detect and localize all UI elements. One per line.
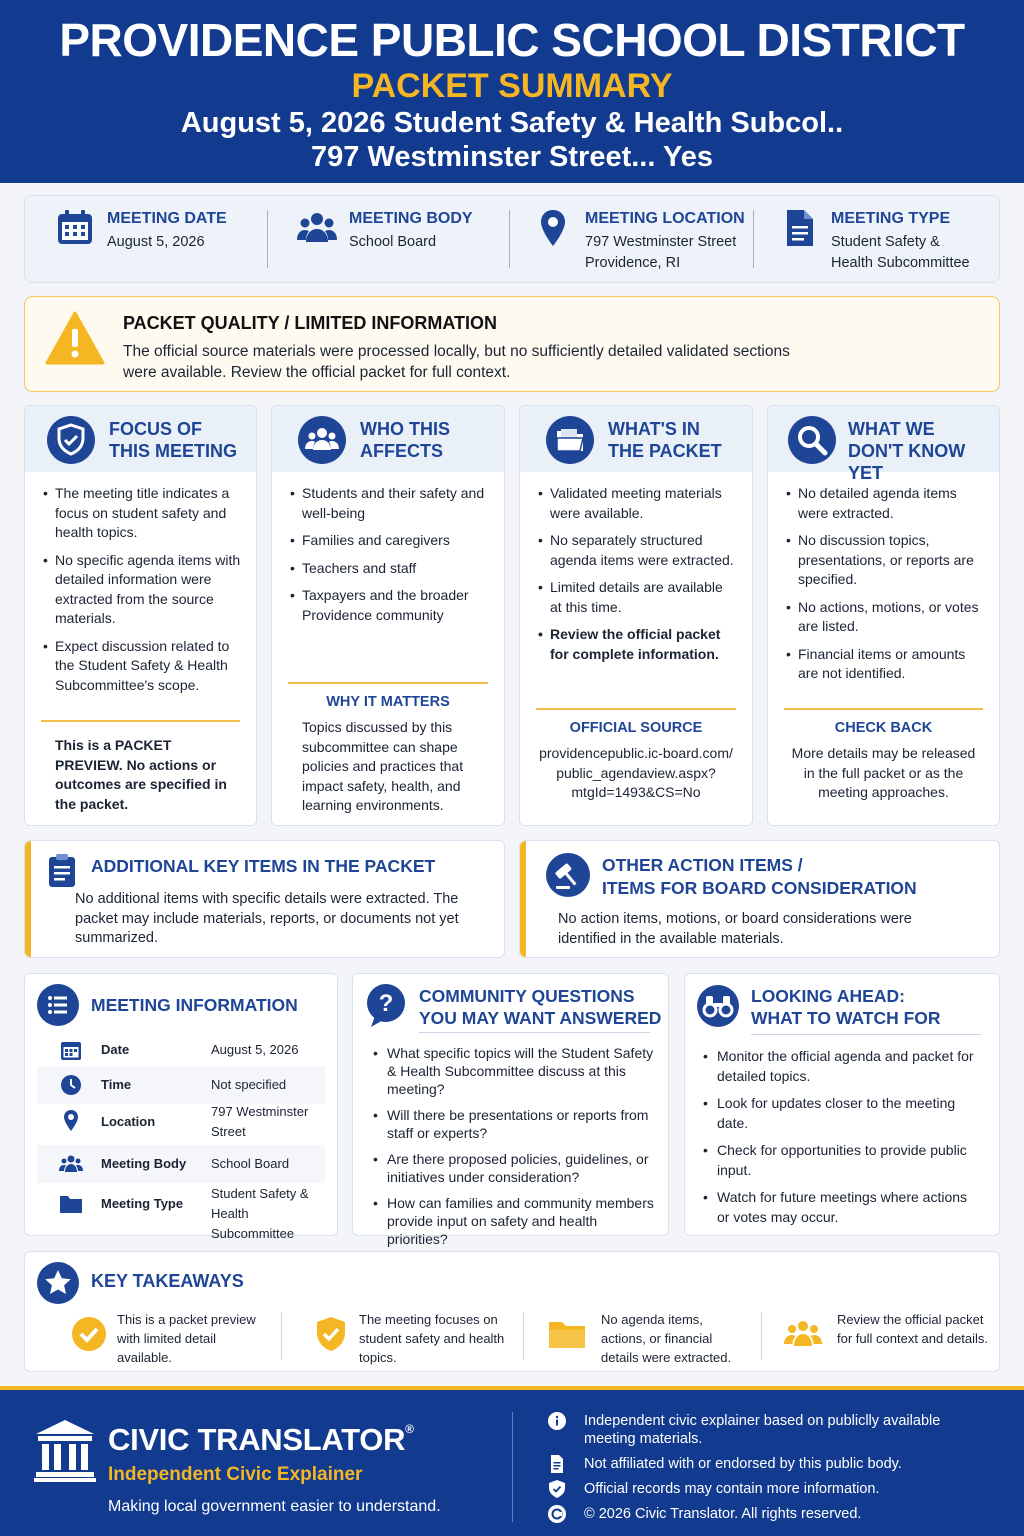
info-label: Meeting Body: [101, 1156, 187, 1171]
why-it-matters-text: Topics discussed by this subcommittee can shape policies and practices that impact safety, health, and learning environments.: [302, 719, 464, 813]
looking-ahead-card: [684, 973, 1000, 1236]
meeting-type-value: [831, 232, 970, 274]
divider: [512, 1412, 513, 1522]
info-value: School Board: [211, 1156, 290, 1171]
magnifier-icon: [788, 416, 836, 464]
list-item: • Teachers and staff: [290, 559, 490, 579]
info-label: Meeting Type: [101, 1196, 184, 1211]
meeting-location-cell: [533, 208, 763, 272]
divider: [281, 1312, 282, 1360]
list-item: • Students and their safety and well-being: [290, 484, 490, 523]
list-item: • No detailed agenda items were extracted.: [786, 484, 985, 523]
page-footer: CIVIC TRANSLATOR® Independent Civic Explainer Making local government easier to understand. Independent civic explainer based on publiclly available meeting materials. Not affiliated with or endorsed by this public body. Official records may contain more information. © 2026 Civic Translator. All rights reserved.: [0, 1386, 1024, 1536]
list-item: • Are there proposed policies, guidelines, or initiatives under consideration?: [373, 1150, 654, 1186]
info-row-type: [37, 1182, 325, 1241]
packet-list: [538, 484, 738, 672]
star-icon: [37, 1262, 79, 1304]
card-title: FOCUS OF THIS MEETING: [109, 419, 238, 461]
info-icon: [548, 1412, 566, 1430]
meeting-body-value: School Board: [349, 234, 437, 250]
list-item: • Limited details are available at this time.: [538, 578, 738, 617]
key-takeaways-card: [24, 1251, 1000, 1372]
divider: [509, 210, 510, 268]
info-value: Student Safety & Health Subcommittee: [211, 1186, 309, 1241]
location-pin-icon: [533, 208, 573, 248]
meeting-date-label: MEETING DATE: [107, 210, 227, 227]
takeaway-item: [311, 1310, 511, 1366]
list-item: • No discussion topics, presentations, or reports are specified.: [786, 531, 985, 590]
why-it-matters-title: WHY IT MATTERS: [326, 694, 450, 710]
header-line-2: 797 Westminster Street... Yes: [311, 141, 713, 173]
list-item: • How can families and community members provide input on safety and health priorities?: [373, 1194, 654, 1248]
community-questions-title: COMMUNITY QUESTIONS YOU MAY WANT ANSWERED: [419, 986, 662, 1028]
list-item: • Families and caregivers: [290, 531, 490, 551]
document-icon: [779, 208, 819, 248]
folder-icon: [59, 1192, 83, 1216]
people-group-icon: [297, 208, 337, 248]
info-row-date: [37, 1031, 325, 1069]
list-item: • Validated meeting materials were available.: [538, 484, 738, 523]
page-title: PROVIDENCE PUBLIC SCHOOL DISTRICT: [59, 14, 965, 66]
location-line-2: Providence, RI: [585, 255, 681, 271]
meeting-information-card: [24, 973, 338, 1241]
type-line-1: Student Safety &: [831, 234, 940, 250]
meeting-info-bar: [24, 195, 1000, 283]
warning-icon: [45, 311, 105, 365]
list-item: • The meeting title indicates a focus on student safety and health topics.: [43, 484, 242, 543]
divider: [753, 210, 754, 268]
meeting-information-title: MEETING INFORMATION: [91, 995, 298, 1015]
packet-quality-notice: [24, 296, 1000, 392]
meeting-type-cell: [779, 208, 994, 272]
divider: [536, 708, 736, 710]
card-title: WHAT WE DON'T KNOW YET: [848, 419, 966, 483]
svg-text:?: ?: [378, 990, 394, 1017]
type-line-2: Health Subcommittee: [831, 255, 970, 271]
official-source-title: OFFICIAL SOURCE: [569, 720, 703, 736]
takeaway-item: [547, 1310, 747, 1366]
gavel-icon: [546, 853, 590, 897]
affects-card: [271, 405, 505, 826]
takeaway-item: [783, 1310, 993, 1366]
copyright-icon: [548, 1505, 566, 1523]
info-label: Location: [101, 1114, 156, 1129]
shield-check-icon: [311, 1314, 351, 1354]
list-item: • Financial items or amounts are not identified.: [786, 645, 985, 684]
additional-text: No additional items with specific details were extracted. The packet may include materials, reports, or documents not yet summarized.: [75, 891, 459, 946]
list-item: • Watch for future meetings where actions or votes may occur.: [703, 1188, 981, 1227]
meeting-date-value: August 5, 2026: [107, 234, 205, 250]
meeting-location-value: [585, 232, 736, 274]
meeting-location-label: MEETING LOCATION: [585, 210, 745, 227]
divider: [41, 720, 240, 722]
questions-list: [373, 1044, 654, 1256]
divider: [751, 1034, 981, 1035]
list-icon: [37, 984, 79, 1026]
quality-text: The official source materials were processed locally, but no sufficiently detailed validated sections were available. Review the official packet for full context.: [123, 343, 790, 381]
action-items-text: No action items, motions, or board considerations were identified in the available materials.: [558, 911, 912, 947]
list-item: • No specific agenda items with detailed information were extracted from the source materials.: [43, 551, 242, 629]
action-items-card: [519, 840, 1000, 958]
takeaway-item: [69, 1310, 269, 1366]
divider: [267, 210, 268, 268]
looking-ahead-title: LOOKING AHEAD: WHAT TO WATCH FOR: [751, 986, 941, 1028]
info-label: Time: [101, 1077, 132, 1092]
page-header: [0, 0, 1024, 183]
binoculars-icon: [697, 985, 739, 1027]
check-back-title: CHECK BACK: [834, 720, 933, 736]
key-takeaways-title: KEY TAKEAWAYS: [91, 1271, 244, 1291]
brand-tagline: Making local government easier to understand.: [108, 1498, 441, 1515]
divider: [288, 682, 488, 684]
list-item: • No actions, motions, or votes are listed.: [786, 598, 985, 637]
question-bubble-icon: [365, 983, 407, 1029]
meeting-body-cell: [297, 208, 517, 272]
preview-note: This is a PACKET PREVIEW. No actions or outcomes are specified in the packet.: [55, 737, 227, 812]
info-row-body: [37, 1145, 325, 1183]
accent-bar: [25, 841, 31, 957]
unknown-card: [767, 405, 1000, 826]
list-item: • Monitor the official agenda and packet for detailed topics.: [703, 1047, 981, 1086]
additional-items-card: [24, 840, 505, 958]
divider: [784, 708, 983, 710]
header-line-1: August 5, 2026 Student Safety & Health Subcol..: [180, 107, 844, 139]
list-item: • Expect discussion related to the Student Safety & Health Subcommittee's scope.: [43, 637, 242, 696]
clipboard-icon: [47, 853, 77, 889]
list-item: • No separately structured agenda items were extracted.: [538, 531, 738, 570]
folder-icon: [547, 1314, 587, 1354]
affects-list: [290, 484, 490, 633]
info-label: Date: [101, 1042, 130, 1057]
info-value: August 5, 2026: [211, 1042, 299, 1057]
list-item: • Will there be presentations or reports from staff or experts?: [373, 1106, 654, 1142]
people-group-icon: [59, 1152, 83, 1176]
shield-check-icon: [548, 1480, 566, 1498]
people-group-icon: [783, 1314, 823, 1354]
takeaway-text: This is a packet preview with limited detail available.: [117, 1312, 256, 1365]
divider: [761, 1312, 762, 1360]
unknown-list: [786, 484, 985, 692]
calendar-icon: [55, 208, 95, 248]
divider: [419, 1032, 650, 1033]
people-group-icon: [298, 416, 346, 464]
list-item: • What specific topics will the Student Safety & Health Subcommittee discuss at this meeting?: [373, 1044, 654, 1098]
document-icon: [548, 1455, 566, 1473]
check-circle-icon: [69, 1314, 109, 1354]
list-item: • Look for updates closer to the meeting date.: [703, 1094, 981, 1133]
meeting-body-label: MEETING BODY: [349, 210, 473, 227]
quality-title: PACKET QUALITY / LIMITED INFORMATION: [123, 313, 497, 333]
list-item: • Check for opportunities to provide public input.: [703, 1141, 981, 1180]
calendar-icon: [59, 1038, 83, 1062]
packet-card: [519, 405, 753, 826]
meeting-type-label: MEETING TYPE: [831, 210, 951, 227]
focus-list: [43, 484, 242, 703]
card-title: WHAT'S IN THE PACKET: [608, 419, 722, 461]
list-item: • Review the official packet for complete information.: [538, 625, 738, 664]
brand-name: CIVIC TRANSLATOR®: [108, 1422, 414, 1457]
additional-title: ADDITIONAL KEY ITEMS IN THE PACKET: [91, 856, 436, 876]
info-row-time: [37, 1066, 325, 1104]
takeaway-text: No agenda items, actions, or financial details were extracted.: [601, 1312, 732, 1365]
card-title: WHO THIS AFFECTS: [360, 419, 450, 461]
location-pin-icon: [59, 1109, 83, 1133]
looking-ahead-list: [703, 1047, 981, 1235]
info-value: 797 Westminster Street: [211, 1104, 309, 1139]
info-value: Not specified: [211, 1077, 287, 1092]
check-back-text: More details may be released in the full packet or as the meeting approaches.: [791, 745, 976, 800]
meeting-date-cell: [55, 208, 275, 272]
action-items-title: OTHER ACTION ITEMS / ITEMS FOR BOARD CONSIDERATION: [602, 855, 917, 898]
folder-icon: [546, 416, 594, 464]
info-row-location: [37, 1101, 325, 1143]
shield-check-icon: [47, 416, 95, 464]
civic-building-logo: [34, 1418, 96, 1482]
brand-subtitle: Independent Civic Explainer: [108, 1464, 363, 1485]
takeaway-text: The meeting focuses on student safety and health topics.: [359, 1312, 505, 1365]
list-item: • Taxpayers and the broader Providence community: [290, 586, 490, 625]
clock-icon: [59, 1073, 83, 1097]
accent-bar: [520, 841, 526, 957]
location-line-1: 797 Westminster Street: [585, 234, 737, 250]
takeaway-text: Review the official packet for full context and details.: [837, 1312, 989, 1346]
community-questions-card: [352, 973, 669, 1247]
official-source-link[interactable]: providencepublic.ic-board.com/ public_agendaview.aspx? mtgId=1493&CS=No: [539, 745, 733, 800]
focus-card: [24, 405, 257, 826]
divider: [523, 1312, 524, 1360]
page-subtitle: PACKET SUMMARY: [351, 67, 673, 105]
